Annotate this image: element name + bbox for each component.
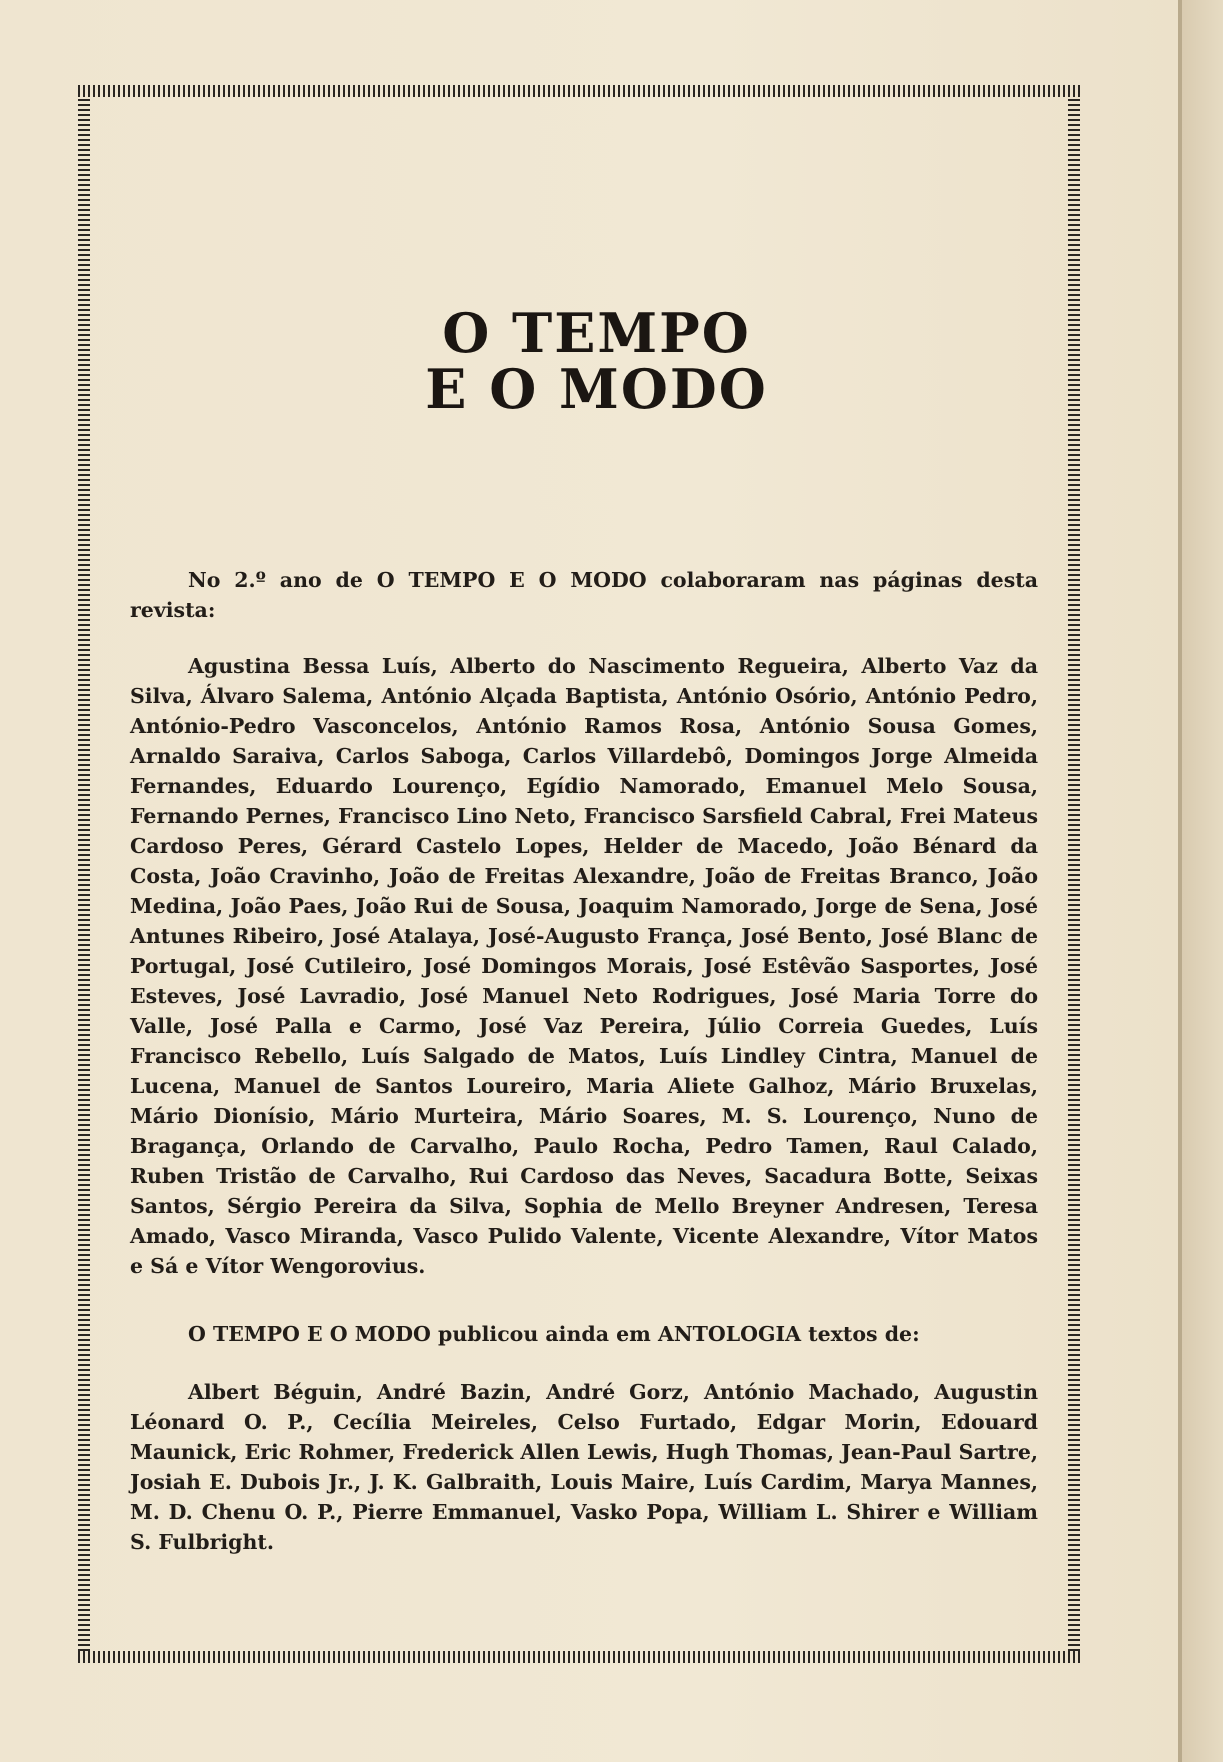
border-rule-top: [78, 85, 1080, 97]
collaborators-list: Agustina Bessa Luís, Alberto do Nascimento Regueira, Alberto Vaz da Silva, Álvaro Salema, António Alçada Baptista, António Osório, António Pedro, António-Pedro Vasconcelos, António Ramos Rosa, António Sousa Gomes, Arnaldo Saraiva, Carlos Saboga, Carlos Villardebô, Domingos Jorge Almeida Fernandes, Eduardo Lourenço, Egídio Namorado, Emanuel Melo Sousa, Fernando Pernes, Francisco Lino Neto, Francisco Sarsfield Cabral, Frei Mateus Cardoso Peres, Gérard Castelo Lopes, Helder de Macedo, João Bénard da Costa, João Cravinho, João de Freitas Alexandre, João de Freitas Branco, João Medina, João Paes, João Rui de Sousa, Joaquim Namorado, Jorge de Sena, José Antunes Ribeiro, José Atalaya, José-Augusto França, José Bento, José Blanc de Portugal, José Cutileiro, José Domingos Morais, José Estêvão Sasportes, José Esteves, José Lavradio, José Manuel Neto Rodrigues, José Maria Torre do Valle, José Palla e Carmo, José Vaz Pereira, Júlio Correia Guedes, Luís Francisco Rebello, Luís Salgado de Matos, Luís Lindley Cintra, Manuel de Lucena, Manuel de Santos Loureiro, Maria Aliete Galhoz, Mário Bruxelas, Mário Dionísio, Mário Murteira, Mário Soares, M. S. Lourenço, Nuno de Bragança, Orlando de Carvalho, Paulo Rocha, Pedro Tamen, Raul Calado, Ruben Tristão de Carvalho, Rui Cardoso das Neves, Sacadura Botte, Seixas Santos, Sérgio Pereira da Silva, Sophia de Mello Breyner Andresen, Teresa Amado, Vasco Miranda, Vasco Pulido Valente, Vicente Alexandre, Vítor Matos e Sá e Vítor Wengorovius.: [130, 654, 1038, 1278]
antologia-heading: O TEMPO E O MODO publicou ainda em ANTOLOGIA textos de:: [188, 1322, 920, 1346]
page-content: [130, 301, 1038, 1557]
decorative-border-frame: [78, 85, 1080, 1663]
intro-paragraph: No 2.º ano de O TEMPO E O MODO colaboraram nas páginas desta revista:: [130, 568, 1038, 622]
border-rule-right: [1068, 97, 1080, 1651]
border-rule-bottom: [78, 1651, 1080, 1663]
antologia-authors-list: Albert Béguin, André Bazin, André Gorz, António Machado, Augustin Léonard O. P., Cecília Meireles, Celso Furtado, Edgar Morin, Edouard Maunick, Eric Rohmer, Frederick Allen Lewis, Hugh Thomas, Jean-Paul Sartre, Josiah E. Dubois Jr., J. K. Galbraith, Louis Maire, Luís Cardim, Marya Mannes, M. D. Chenu O. P., Pierre Emmanuel, Vasko Popa, William L. Shirer e William S. Fulbright.: [130, 1380, 1038, 1554]
masthead-line-2: E O MODO: [425, 357, 768, 421]
border-rule-left: [78, 97, 90, 1651]
masthead-line-1: O TEMPO: [442, 301, 751, 365]
masthead-title: [155, 301, 1038, 421]
adjacent-page-strip: [1182, 0, 1223, 1762]
